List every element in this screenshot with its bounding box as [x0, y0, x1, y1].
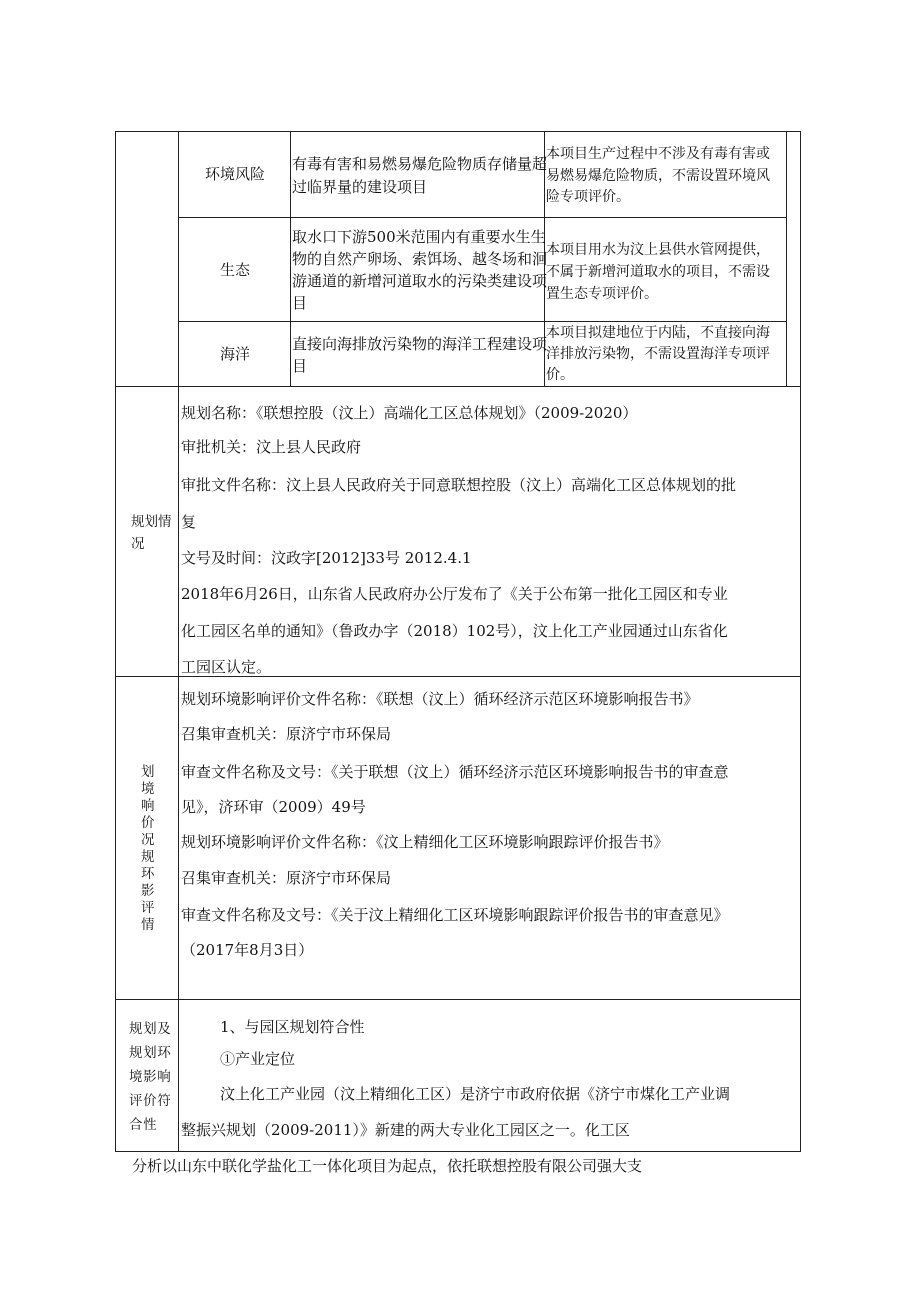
table-top-border	[115, 131, 801, 132]
planning-eia-line: 审查文件名称及文号：《关于汶上精细化工区环境影响跟踪评价报告书的审查意见》	[181, 906, 729, 924]
planning-line: 审批文件名称：汶上县人民政府关于同意联想控股（汶上）高端化工区总体规划的批	[181, 476, 737, 494]
planning-line: 化工园区名单的通知》（鲁政办字（2018）102号），汶上化工产业园通过山东省化	[181, 622, 728, 640]
label-column-divider	[178, 131, 179, 1152]
planning-label: 规划情	[131, 514, 172, 530]
planning-eia-label: 响	[141, 798, 155, 814]
planning-eia-label: 规	[141, 849, 155, 865]
planning-eia-label: 评	[141, 900, 155, 916]
planning-line: 2018年6月26日，山东省人民政府办公厅发布了《关于公布第一批化工园区和专业	[181, 585, 728, 603]
planning-line: 工园区认定。	[181, 658, 272, 676]
planning-eia-label: 况	[141, 832, 155, 848]
conformity-label: 境影响	[129, 1069, 172, 1085]
planning-label: 况	[131, 536, 145, 552]
table-bottom-border	[115, 1151, 801, 1152]
planning-eia-label: 影	[141, 883, 155, 899]
category-column-divider	[290, 131, 291, 387]
assessment-line: 本项目生产过程中不涉及有毒有害或	[546, 146, 770, 162]
assessment-line: 本项目拟建地位于内陆，不直接向海	[546, 325, 770, 341]
planning-eia-line: （2017年8月3日）	[181, 941, 314, 959]
planning-eia-line: 见》，济环审（2009）49号	[181, 798, 366, 816]
conformity-heading: 1、与园区规划符合性	[220, 1018, 365, 1036]
conformity-label: 评价符	[129, 1093, 172, 1109]
planning-eia-line: 规划环境影响评价文件名称：《汶上精细化工区环境影响跟踪评价报告书》	[181, 833, 669, 851]
overflow-paragraph-line: 分析以山东中联化学盐化工一体化项目为起点，依托联想控股有限公司强大支	[132, 1157, 643, 1175]
category-cell: 海洋	[220, 345, 251, 363]
assessment-line: 不属于新增河道取水的项目，不需设	[546, 264, 770, 280]
planning-eia-label: 价	[141, 815, 155, 831]
assessment-column-divider	[786, 131, 787, 387]
planning-eia-label: 环	[141, 866, 155, 882]
requirement-line: 目	[292, 294, 308, 312]
requirement-line: 物的自然产卵场、索饵场、越冬场和洄	[292, 250, 548, 268]
assessment-line: 险专项评价。	[546, 189, 630, 205]
planning-eia-line: 规划环境影响评价文件名称：《联想（汶上）循环经济示范区环境影响报告书》	[181, 690, 699, 708]
table-left-border	[115, 131, 116, 1152]
section-divider-planning	[115, 386, 801, 387]
category-cell: 生态	[220, 261, 251, 279]
assessment-line: 洋排放污染物，不需设置海洋专项评	[546, 346, 770, 362]
assessment-line: 价。	[546, 367, 574, 383]
planning-eia-label: 情	[141, 917, 155, 933]
conformity-label: 规划环	[129, 1045, 172, 1061]
assessment-line: 置生态专项评价。	[546, 286, 658, 302]
planning-eia-label: 划	[141, 764, 155, 780]
category-cell: 环境风险	[205, 165, 266, 183]
requirement-line: 过临界量的建设项目	[292, 178, 428, 196]
planning-eia-line: 召集审查机关：原济宁市环保局	[181, 725, 392, 743]
conformity-line: 汶上化工产业园（汶上精细化工区）是济宁市政府依据《济宁市煤化工产业调	[220, 1085, 731, 1103]
table-right-border	[800, 131, 801, 1152]
planning-eia-label: 境	[141, 781, 155, 797]
row-divider-risk-eco	[178, 217, 786, 218]
section-divider-conformity	[115, 999, 801, 1000]
conformity-subheading: ①产业定位	[220, 1050, 296, 1068]
requirement-line: 有毒有害和易燃易爆危险物质存储量超	[292, 155, 548, 173]
requirement-line: 目	[292, 357, 308, 375]
planning-eia-line: 召集审查机关：原济宁市环保局	[181, 869, 392, 887]
planning-line: 审批机关：汶上县人民政府	[181, 438, 362, 456]
planning-eia-line: 审查文件名称及文号：《关于联想（汶上）循环经济示范区环境影响报告书的审查意	[181, 763, 729, 781]
requirement-line: 直接向海排放污染物的海洋工程建设项	[292, 335, 548, 353]
planning-line: 复	[181, 513, 197, 531]
row-divider-eco-sea	[178, 321, 786, 322]
conformity-label: 合性	[129, 1117, 158, 1133]
planning-line: 规划名称：《联想控股（汶上）高端化工区总体规划》（2009-2020）	[181, 404, 638, 422]
requirement-line: 游通道的新增河道取水的污染类建设项	[292, 272, 548, 290]
assessment-line: 本项目用水为汶上县供水管网提供，	[546, 242, 770, 258]
conformity-line: 整振兴规划（2009-2011）》新建的两大专业化工园区之一。化工区	[181, 1121, 630, 1139]
planning-line: 文号及时间：汶政字[2012]33号 2012.4.1	[181, 549, 472, 567]
assessment-line: 易燃易爆危险物质，不需设置环境风	[546, 168, 770, 184]
conformity-label: 规划及	[129, 1021, 172, 1037]
requirement-line: 取水口下游500米范围内有重要水生生	[292, 228, 546, 246]
